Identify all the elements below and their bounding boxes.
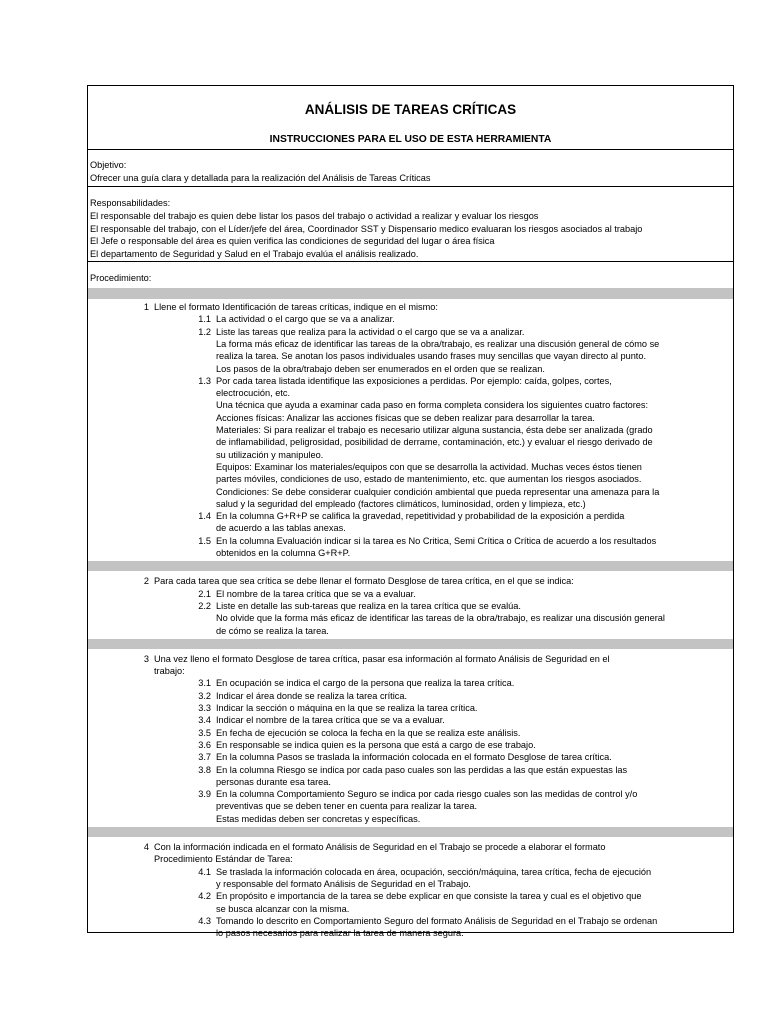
substep-number: 2.1: [198, 588, 211, 599]
substep-text: No olvide que la forma más eficaz de identificar las tareas de la obra/trabajo, es realizar una discusión general: [216, 613, 665, 624]
responsabilidad-line: El responsable del trabajo, con el Líder/jefe del área, Coordinador SST y Dispensario medico evaluaran los riesgos asociados al trabajo: [90, 223, 643, 234]
substep-text: salud y la seguridad del empleado (factores climáticos, luminosidad, orden y limpieza, etc.): [216, 498, 586, 509]
substep-text: En ocupación se indica el cargo de la persona que realiza la tarea crítica.: [216, 678, 515, 689]
substep-text: En responsable se indica quien es la persona que está a cargo de ese trabajo.: [216, 739, 536, 750]
gray-band: [88, 639, 733, 649]
substep-text: electrocución, etc.: [216, 388, 291, 399]
substep-text: se busca alcanzar con la misma.: [216, 903, 350, 914]
responsabilidades-label: Responsabilidades:: [90, 198, 171, 208]
procedimiento-steps: [88, 299, 733, 939]
header-section: [88, 86, 733, 148]
substep-text: lo pasos necesarios para realizar la tarea de manera segura.: [216, 928, 464, 939]
step-text: Procedimiento Estándar de Tarea:: [154, 854, 293, 865]
substep-text: En la columna Comportamiento Seguro se indica por cada riesgo cuales son las medidas de control y/o: [216, 789, 638, 800]
gray-band: [88, 561, 733, 571]
step-text: Para cada tarea que sea crítica se debe llenar el formato Desglose de tarea crítica, en el que se indica:: [154, 576, 574, 587]
substep-text: En la columna G+R+P se califica la gravedad, repetitividad y probabilidad de la exposición a perdida: [216, 511, 625, 522]
substep-text: Tomando lo descrito en Comportamiento Seguro del formato Análisis de Seguridad en el Trabajo se ordenan: [216, 915, 658, 926]
substep-text: personas durante esa tarea.: [216, 776, 331, 787]
substep-text: obtenidos en la columna G+R+P.: [216, 548, 351, 558]
substep-number: 3.2: [198, 690, 211, 701]
responsabilidad-line: El departamento de Seguridad y Salud en el Trabajo evalúa el análisis realizado.: [90, 248, 419, 259]
substep-text: Materiales: Si para realizar el trabajo es necesario utilizar alguna sustancia, ésta debe ser analizada (grado: [216, 425, 653, 435]
responsabilidades-section: [88, 187, 733, 261]
substep-text: de cómo se realiza la tarea.: [216, 625, 329, 636]
substep-number: 4.2: [198, 891, 211, 902]
step-number: 2: [143, 576, 149, 587]
substep-number: 3.3: [198, 703, 211, 713]
substep-number: 3.6: [198, 739, 211, 750]
substep-text: Liste las tareas que realiza para la actividad o el cargo que se va a analizar.: [216, 326, 525, 337]
substep-text: de inflamabilidad, peligrosidad, posibilidad de derrame, contaminación, etc.) y evaluar el riesgo derivado de: [216, 437, 653, 448]
procedimiento-label: Procedimiento:: [90, 273, 152, 283]
page-subtitle: INSTRUCCIONES PARA EL USO DE ESTA HERRAMIENTA: [269, 134, 552, 145]
substep-text: En la columna Pasos se traslada la información colocada en el formato Desglose de tarea crítica.: [216, 752, 612, 763]
step-text: trabajo:: [154, 666, 185, 677]
substep-text: Acciones físicas: Analizar las acciones físicas que se deben realizar para desarrollar la tarea.: [216, 412, 595, 423]
substep-text: En propósito e importancia de la tarea se debe explicar en que consiste la tarea y cual es el objetivo que: [216, 891, 642, 902]
substep-text: Estas medidas deben ser concretas y específicas.: [216, 813, 421, 824]
step-number: 1: [143, 302, 149, 312]
substep-number: 1.5: [198, 535, 211, 546]
substep-number: 3.4: [198, 715, 211, 726]
substep-text: Los pasos de la obra/trabajo deben ser enumerados en el orden que se realizan.: [216, 363, 545, 374]
step-text: Con la información indicada en el formato Análisis de Seguridad en el Trabajo se procede a elaborar el formato: [154, 842, 606, 852]
substep-number: 1.2: [198, 326, 211, 337]
substep-text: de acuerdo a las tablas anexas.: [216, 523, 346, 534]
page-title: ANÁLISIS DE TAREAS CRÍTICAS: [304, 102, 517, 117]
substep-number: 3.8: [198, 764, 211, 775]
substep-number: 4.1: [198, 866, 211, 877]
substep-number: 3.7: [198, 752, 211, 763]
objetivo-text: Ofrecer una guía clara y detallada para la realización del Análisis de Tareas Críticas: [90, 173, 431, 183]
step-text: Una vez lleno el formato Desglose de tarea crítica, pasar esa información al formato Análisis de Seguridad en el: [154, 653, 610, 664]
substep-text: La actividad o el cargo que se va a analizar.: [216, 314, 395, 325]
procedimiento-heading: [88, 262, 733, 288]
substep-text: Indicar la sección o máquina en la que se realiza la tarea crítica.: [216, 703, 478, 713]
substep-text: Una técnica que ayuda a examinar cada paso en forma completa considera los siguientes cuatro factores:: [216, 400, 649, 411]
step-number: 3: [143, 653, 149, 664]
objetivo-section: [88, 150, 733, 186]
substep-number: 4.3: [198, 915, 211, 926]
responsabilidad-line: El responsable del trabajo es quien debe listar los pasos del trabajo o actividad a realizar y evaluar los riesgos: [90, 211, 539, 221]
gray-band: [88, 288, 733, 299]
step-number: 4: [143, 842, 149, 852]
substep-number: 3.9: [198, 789, 211, 800]
substep-number: 1.4: [198, 511, 211, 522]
substep-text: La forma más eficaz de identificar las tareas de la obra/trabajo, es realizar una discusión general de cómo se: [216, 338, 660, 349]
substep-text: Por cada tarea listada identifique las exposiciones a perdidas. Por ejemplo: caída, golpes, cortes,: [216, 375, 612, 386]
substep-text: realiza la tarea. Se anotan los pasos individuales usando frases muy sencillas que vayan directo al punto.: [216, 351, 647, 362]
substep-text: Se traslada la información colocada en área, ocupación, sección/máquina, tarea crítica, fecha de ejecución: [216, 866, 652, 877]
substep-text: Indicar el área donde se realiza la tarea crítica.: [216, 690, 407, 701]
instructions-document: [87, 85, 734, 939]
step-text: Llene el formato Identificación de tareas críticas, indique en el mismo:: [154, 302, 438, 312]
substep-number: 1.1: [198, 314, 211, 325]
substep-text: preventivas que se deben tener en cuenta para realizar la tarea.: [216, 801, 477, 812]
substep-text: Equipos: Examinar los materiales/equipos con que se desarrolla la actividad. Muchas veces éstos tienen: [216, 461, 642, 472]
substep-text: su utilización y manipuleo.: [216, 449, 324, 460]
substep-text: y responsable del formato Análisis de Seguridad en el Trabajo.: [216, 878, 471, 889]
substep-number: 1.3: [198, 375, 211, 386]
substep-number: 3.1: [198, 678, 211, 689]
substep-text: En la columna Riesgo se indica por cada paso cuales son las perdidas a las que están expuestas las: [216, 764, 628, 775]
substep-text: Indicar el nombre de la tarea crítica que se va a evaluar.: [216, 715, 445, 726]
substep-text: En fecha de ejecución se coloca la fecha en la que se realiza este análisis.: [216, 727, 521, 738]
objetivo-label: Objetivo:: [90, 160, 127, 170]
substep-text: El nombre de la tarea crítica que se va a evaluar.: [216, 588, 416, 599]
substep-number: 3.5: [198, 727, 211, 738]
substep-text: Condiciones: Se debe considerar cualquier condición ambiental que pueda representar una amenaza para la: [216, 486, 660, 497]
responsabilidad-line: El Jefe o responsable del área es quien verifica las condiciones de seguridad del lugar o área física: [90, 236, 495, 246]
substep-number: 2.2: [198, 600, 211, 611]
substep-text: En la columna Evaluación indicar si la tarea es No Critica, Semi Crítica o Crítica de acuerdo a los resultados: [216, 535, 657, 546]
substep-text: Liste en detalle las sub-tareas que realiza en la tarea crítica que se evalúa.: [216, 600, 521, 611]
gray-band: [88, 827, 733, 837]
substep-text: partes móviles, condiciones de uso, estado de mantenimiento, etc. que aumentan los riesgos asociados.: [216, 474, 642, 485]
